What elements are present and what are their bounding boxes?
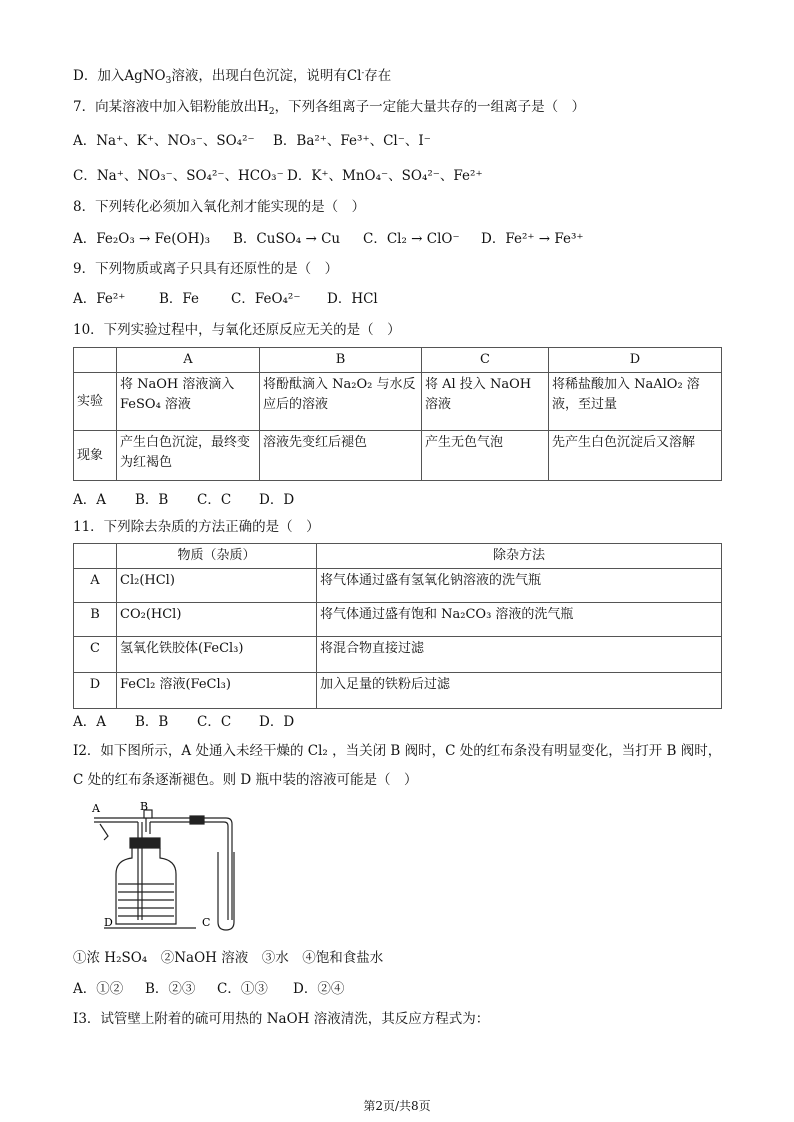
table-cell: 氢氧化铁胶体(FeCl₃) [117, 637, 317, 673]
q7-stem-sub: 2 [268, 107, 275, 117]
table-cell: 将气体通过盛有氢氧化钠溶液的洗气瓶 [317, 569, 722, 603]
q9-option-c: C．FeO₄²⁻ [231, 291, 301, 307]
table-cell [74, 544, 117, 569]
table-cell: 产生白色沉淀，最终变为红褐色 [117, 431, 260, 481]
table-cell: Cl₂(HCl) [117, 569, 317, 603]
q12-options [73, 980, 344, 998]
label-a: A [92, 802, 100, 815]
q10-option-d: D．D [259, 492, 295, 508]
table-cell: 将 Al 投入 NaOH 溶液 [422, 373, 549, 431]
table-row [74, 637, 722, 673]
table-row [74, 348, 722, 373]
q12-option-d: D．②④ [293, 981, 345, 997]
q13-stem: I3．试管壁上附着的硫可用热的 NaOH 溶液清洗，其反应方程式为： [73, 1011, 490, 1027]
table-cell: 物质（杂质） [117, 544, 317, 569]
table-cell: 将 NaOH 溶液滴入 FeSO₄ 溶液 [117, 373, 260, 431]
q9-option-d: D．HCl [327, 291, 378, 307]
q7-option-a: A．Na⁺、K⁺、NO₃⁻、SO₄²⁻ [73, 133, 255, 149]
q10-options [73, 491, 294, 509]
q7-option-c: C．Na⁺、NO₃⁻、SO₄²⁻、HCO₃⁻ [73, 168, 284, 184]
table-cell: 先产生白色沉淀后又溶解 [549, 431, 722, 481]
page-footer: 第2页/共8页 [363, 1099, 431, 1113]
q11-option-b: B．B [135, 714, 169, 730]
q12-option-a: A．①② [73, 981, 124, 997]
q9-options [73, 290, 378, 308]
q8-options [73, 230, 584, 248]
table-cell [74, 348, 117, 373]
q11-option-c: C．C [197, 714, 232, 730]
table-row [74, 544, 722, 569]
table-cell: 产生无色气泡 [422, 431, 549, 481]
q11-option-d: D．D [259, 714, 295, 730]
table-row [74, 603, 722, 637]
table-cell: C [422, 348, 549, 373]
table-cell: 实验 [74, 373, 117, 431]
table-cell: FeCl₂ 溶液(FeCl₃) [117, 673, 317, 709]
q6d-text-c: 溶液，出现白色沉淀，说明有Cl [171, 68, 362, 84]
q7-options-row2 [73, 167, 483, 185]
table-cell: 将混合物直接过滤 [317, 637, 722, 673]
table-cell: 加入足量的铁粉后过滤 [317, 673, 722, 709]
table-cell: 将稀盐酸加入 NaAlO₂ 溶液，至过量 [549, 373, 722, 431]
label-d: D [104, 916, 113, 929]
q11-table [73, 543, 722, 709]
q10-option-b: B．B [135, 492, 169, 508]
table-cell: C [74, 637, 117, 673]
table-row [74, 373, 722, 431]
table-row [74, 673, 722, 709]
table-cell: D [549, 348, 722, 373]
q11-option-a: A．A [73, 714, 106, 730]
table-cell: 除杂方法 [317, 544, 722, 569]
table-row [74, 431, 722, 481]
q8-option-c: C．Cl₂ → ClO⁻ [363, 231, 460, 247]
q8-stem: 8．下列转化必须加入氧化剂才能实现的是（ ） [73, 199, 366, 215]
q11-options [73, 713, 294, 731]
table-cell: B [74, 603, 117, 637]
q7-option-d: D．K⁺、MnO₄⁻、SO₄²⁻、Fe²⁺ [287, 168, 483, 184]
label-b: B [140, 800, 149, 813]
table-cell: 将酚酞滴入 Na₂O₂ 与水反应后的溶液 [260, 373, 422, 431]
q12-option-c: C．①③ [217, 981, 268, 997]
q12-choices: ①浓 H₂SO₄ ②NaOH 溶液 ③水 ④饱和食盐水 [73, 950, 384, 966]
table-cell: A [74, 569, 117, 603]
table-cell: B [260, 348, 422, 373]
q9-option-a: A．Fe²⁺ [73, 291, 126, 307]
q10-option-c: C．C [197, 492, 232, 508]
table-cell: 将气体通过盛有饱和 Na₂CO₃ 溶液的洗气瓶 [317, 603, 722, 637]
q6d-text-a: D．加入AgNO [73, 68, 166, 84]
q8-option-d: D．Fe²⁺ → Fe³⁺ [481, 231, 584, 247]
q10-stem: 10．下列实验过程中，与氧化还原反应无关的是（ ） [73, 322, 401, 338]
q6d-text-e: 存在 [364, 68, 392, 84]
table-cell: D [74, 673, 117, 709]
q8-option-b: B．CuSO₄ → Cu [233, 231, 341, 247]
q7-options-row1 [73, 132, 431, 150]
q8-option-a: A．Fe₂O₃ → Fe(OH)₃ [73, 231, 211, 247]
q7-stem-c: ，下列各组离子一定能大量共存的一组离子是（ ） [274, 99, 586, 115]
q7-stem-a: 7．向某溶液中加入铝粉能放出H [73, 99, 269, 115]
q12-option-b: B．②③ [145, 981, 196, 997]
table-cell: CO₂(HCl) [117, 603, 317, 637]
q12-stem-line2: C 处的红布条逐渐褪色。则 D 瓶中装的溶液可能是（ ） [73, 772, 418, 788]
table-cell: A [117, 348, 260, 373]
q9-stem: 9．下列物质或离子只具有还原性的是（ ） [73, 261, 339, 277]
q11-stem: 11．下列除去杂质的方法正确的是（ ） [73, 519, 320, 535]
q6d-sub: 3 [165, 76, 172, 86]
label-c: C [202, 916, 211, 929]
q9-option-b: B．Fe [159, 291, 200, 307]
q7-stem [73, 98, 585, 121]
table-cell: 溶液先变红后褪色 [260, 431, 422, 481]
q10-option-a: A．A [73, 492, 106, 508]
table-row [74, 569, 722, 603]
table-cell: 现象 [74, 431, 117, 481]
q7-option-b: B．Ba²⁺、Fe³⁺、Cl⁻、I⁻ [273, 133, 431, 149]
q6-option-d [73, 64, 391, 90]
q10-table [73, 347, 722, 481]
gas-apparatus-diagram [86, 800, 256, 935]
q6d-sup: - [361, 68, 365, 77]
q12-stem-line1: I2．如下图所示，A 处通入未经干燥的 Cl₂ ，当关闭 B 阀时，C 处的红布条没有明显变化，当打开 B 阀时， [73, 743, 722, 759]
